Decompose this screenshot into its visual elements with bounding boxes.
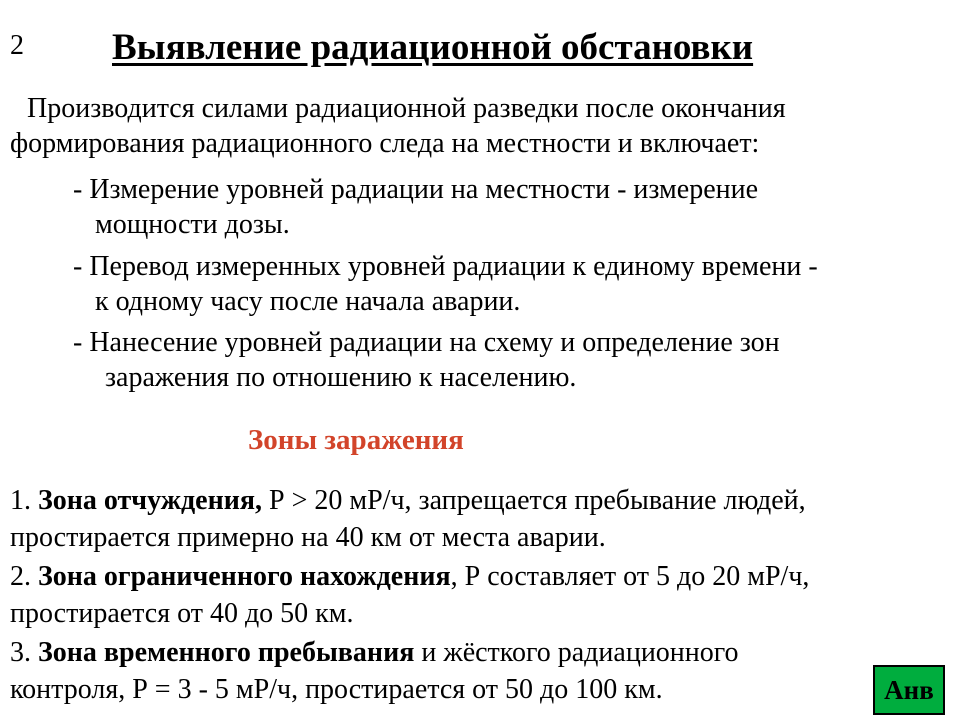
zone-2-name: Зона ограниченного нахождения — [38, 561, 451, 592]
step-2-line-1: - Перевод измеренных уровней радиации к единому времени - — [73, 251, 818, 282]
intro-line-2: формирования радиационного следа на местности и включает: — [10, 128, 760, 159]
zone-2-line-2: простирается от 40 до 50 км. — [10, 598, 354, 629]
zones-heading: Зоны заражения — [248, 424, 464, 456]
zone-2-desc: , Р составляет от 5 до 20 мР/ч, — [450, 561, 810, 592]
zone-2-line-1 — [10, 560, 809, 594]
step-1-line-1: - Измерение уровней радиации на местности - измерение — [73, 174, 759, 205]
zone-3-name: Зона временного пребывания — [38, 637, 415, 668]
zone-1-number: 1. — [10, 485, 38, 516]
zone-1-line-1 — [10, 484, 806, 518]
step-3-line-1: - Нанесение уровней радиации на схему и определение зон — [73, 327, 780, 358]
zone-3-line-1 — [10, 636, 739, 670]
intro-line-1: Производится силами радиационной разведки после окончания — [27, 93, 786, 124]
zone-2-number: 2. — [10, 561, 38, 592]
zone-1-line-2: простирается примерно на 40 км от места аварии. — [10, 522, 606, 553]
page-title: Выявление радиационной обстановки — [112, 27, 754, 68]
zone-3-line-2: контроля, Р = 3 - 5 мР/ч, простирается от 50 до 100 км. — [10, 674, 663, 705]
anv-nav-button[interactable]: Анв — [873, 665, 945, 715]
step-3-line-2: заражения по отношению к населению. — [105, 362, 577, 393]
step-2-line-2: к одному часу после начала аварии. — [95, 286, 521, 317]
zone-3-desc: и жёсткого радиационного — [414, 637, 739, 668]
slide-number: 2 — [10, 30, 24, 61]
zone-3-number: 3. — [10, 637, 38, 668]
step-1-line-2: мощности дозы. — [95, 209, 290, 240]
zone-1-desc: Р > 20 мР/ч, запрещается пребывание людей, — [262, 485, 806, 516]
zone-1-name: Зона отчуждения, — [38, 485, 263, 516]
